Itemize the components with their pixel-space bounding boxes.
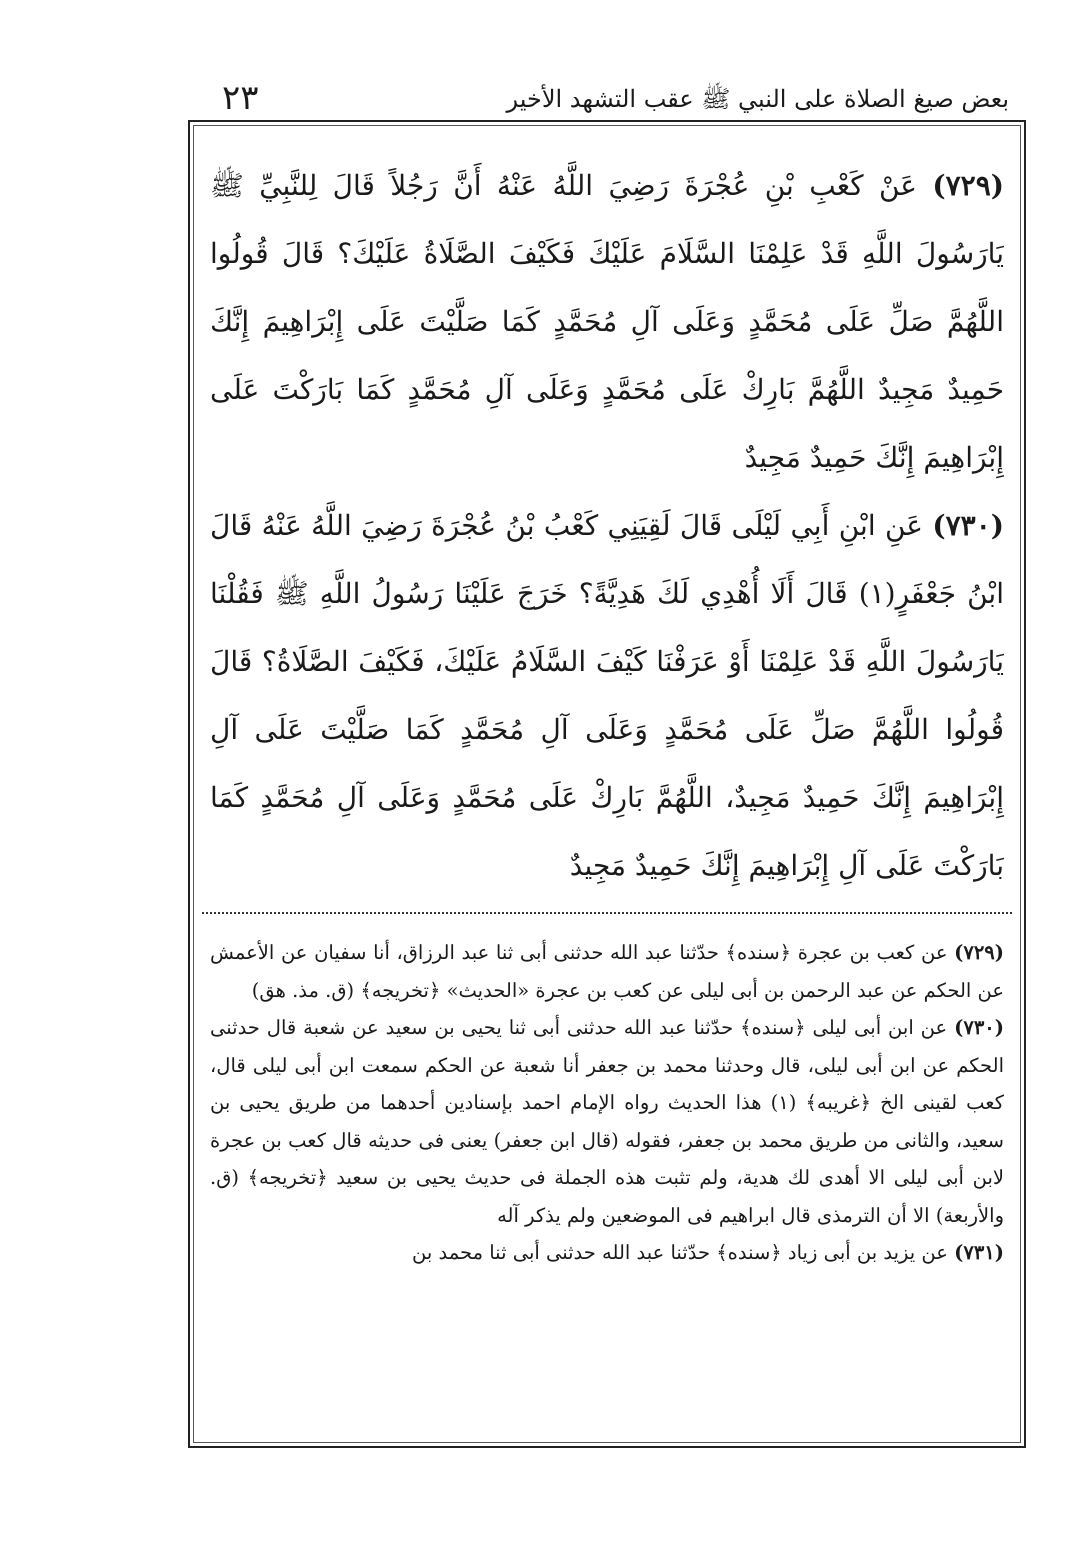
page-number: ٢٣ bbox=[222, 78, 259, 118]
footnote-divider bbox=[202, 912, 1012, 914]
running-header: بعض صيغ الصلاة على النبي ﷺ عقب التشهد الأخير bbox=[506, 85, 1009, 113]
footnote-730 bbox=[210, 1009, 1004, 1234]
footnote-number: (٧٣٠) bbox=[954, 1016, 1004, 1039]
footnotes bbox=[210, 934, 1004, 1434]
hadith-text: عَنِ ابْنِ أَبِي لَيْلَى قَالَ لَقِيَنِي كَعْبُ بْنُ عُجْرَةَ رَضِيَ اللَّهُ عَنْهُ قَالَ ابْنُ جَعْفَرٍ(١) قَالَ أَلَا أُهْدِي لَكَ هَدِيَّةً؟ خَرَجَ عَلَيْنَا رَسُولُ اللَّهِ ﷺ فَقُلْنَا يَارَسُولَ اللَّهِ قَدْ عَلِمْنَا أَوْ عَرَفْنَا كَيْفَ السَّلَامُ عَلَيْكَ، فَكَيْفَ الصَّلَاةُ؟ قَالَ قُولُوا اللَّهُمَّ صَلِّ عَلَى مُحَمَّدٍ وَعَلَى آلِ مُحَمَّدٍ كَمَا صَلَّيْتَ عَلَى آلِ إِبْرَاهِيمَ إِنَّكَ حَمِيدٌ مَجِيدٌ، اللَّهُمَّ بَارِكْ عَلَى مُحَمَّدٍ وَعَلَى آلِ مُحَمَّدٍ كَمَا بَارَكْتَ عَلَى آلِ إِبْرَاهِيمَ إِنَّكَ حَمِيدٌ مَجِيدٌ bbox=[210, 509, 1004, 882]
footnote-729 bbox=[210, 934, 1004, 1009]
footnote-text: عن كعب بن عجرة ﴿سنده﴾ حدّثنا عبد الله حدثنى أبى ثنا عبد الرزاق، أنا سفيان عن الأعمش عن الحكم عن عبد الرحمن بن أبى ليلى عن كعب بن عجرة «الحديث» ﴿تخريجه﴾ (ق. مذ. هق) bbox=[210, 941, 1004, 1002]
hadith-text: عَنْ كَعْبِ بْنِ عُجْرَةَ رَضِيَ اللَّهُ عَنْهُ أَنَّ رَجُلاً قَالَ لِلنَّبِيِّ ﷺ يَارَسُولَ اللَّهِ قَدْ عَلِمْنَا السَّلَامَ عَلَيْكَ فَكَيْفَ الصَّلَاةُ عَلَيْكَ؟ قَالَ قُولُوا اللَّهُمَّ صَلِّ عَلَى مُحَمَّدٍ وَعَلَى آلِ مُحَمَّدٍ كَمَا صَلَّيْتَ عَلَى إِبْرَاهِيمَ إِنَّكَ حَمِيدٌ مَجِيدٌ اللَّهُمَّ بَارِكْ عَلَى مُحَمَّدٍ وَعَلَى آلِ مُحَمَّدٍ كَمَا بَارَكْتَ عَلَى إِبْرَاهِيمَ إِنَّكَ حَمِيدٌ مَجِيدٌ bbox=[210, 169, 1004, 474]
footnote-number: (٧٢٩) bbox=[954, 941, 1004, 964]
hadith-730 bbox=[210, 492, 1004, 892]
hadith-number: (٧٣٠) bbox=[932, 509, 1004, 542]
footnote-text: عن يزيد بن أبى زياد ﴿سنده﴾ حدّثنا عبد الله حدثنى أبى ثنا محمد بن bbox=[412, 1241, 948, 1264]
footnote-731 bbox=[210, 1234, 1004, 1272]
main-text bbox=[210, 152, 1004, 892]
hadith-729 bbox=[210, 152, 1004, 492]
page-frame bbox=[188, 120, 1026, 1448]
footnote-number: (٧٣١) bbox=[954, 1241, 1004, 1264]
hadith-number: (٧٢٩) bbox=[932, 169, 1004, 202]
footnote-text: عن ابن أبى ليلى ﴿سنده﴾ حدّثنا عبد الله حدثنى أبى ثنا يحيى بن سعيد عن شعبة قال حدثنى الحكم عن ابن أبى ليلى، قال وحدثنا محمد بن جعفر أنا شعبة عن الحكم سمعت ابن أبى ليلى قال، كعب لقينى الخ ﴿غريبه﴾ (١) هذا الحديث رواه الإمام احمد بإسنادين أحدهما من طريق يحيى بن سعيد، والثانى من طريق محمد بن جعفر، فقوله (قال ابن جعفر) يعنى فى حديثه قال كعب بن عجرة لابن أبى ليلى الا أهدى لك هدية، ولم تثبت هذه الجملة فى حديث يحيى بن سعيد ﴿تخريجه﴾ (ق. والأربعة) الا أن الترمذى قال ابراهيم فى الموضعين ولم يذكر آله bbox=[210, 1016, 1004, 1227]
